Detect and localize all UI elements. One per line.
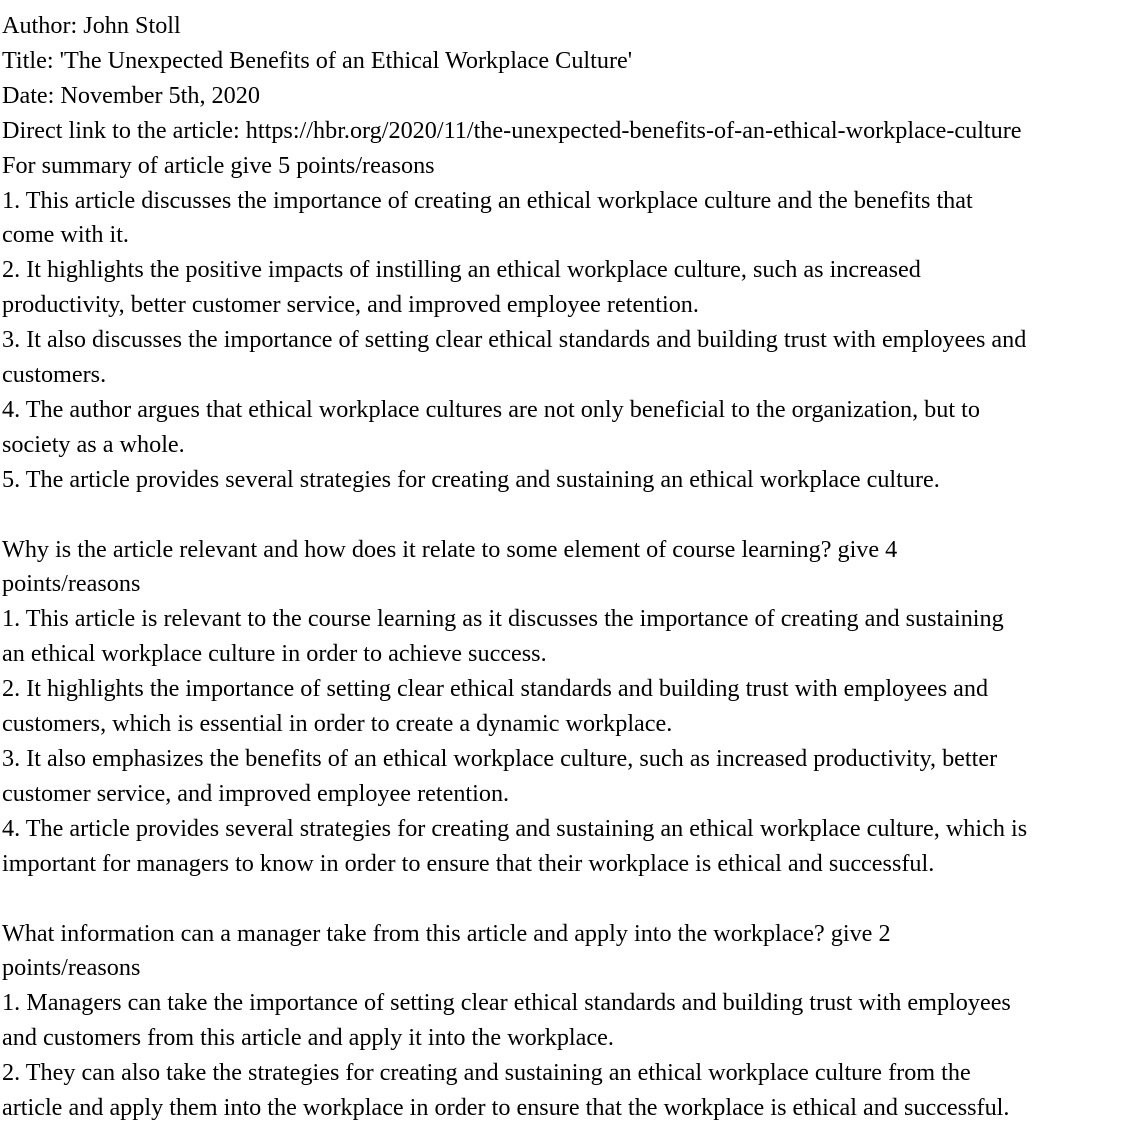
relevance-point-line: customers, which is essential in order to create a dynamic workplace. [2, 710, 673, 738]
relevance-point-line: 4. The article provides several strategies for creating and sustaining an ethical workplace culture, which is [2, 814, 1028, 842]
article-metadata [2, 9, 1136, 149]
relevance-point-line: an ethical workplace culture in order to achieve success. [2, 640, 547, 668]
application-prompt: What information can a manager take from this article and apply into the workplace? give 2 [2, 919, 891, 947]
summary-point [2, 323, 1136, 393]
relevance-point-line: 1. This article is relevant to the course learning as it discusses the importance of creating and sustaining [2, 605, 1004, 633]
application-section [2, 917, 1136, 1126]
relevance-point-line: 3. It also emphasizes the benefits of an ethical workplace culture, such as increased productivity, better [2, 745, 998, 773]
summary-point-line: 4. The author argues that ethical workplace cultures are not only beneficial to the organization, but to [2, 395, 980, 423]
relevance-section [2, 533, 1136, 882]
summary-point-line: customers. [2, 361, 107, 389]
relevance-point [2, 742, 1136, 812]
relevance-point-line: customer service, and improved employee retention. [2, 779, 510, 807]
summary-point-line: 1. This article discusses the importance of creating an ethical workplace culture and the benefits that [2, 186, 973, 214]
application-point-line: 2. They can also take the strategies for creating and sustaining an ethical workplace culture from the [2, 1059, 971, 1087]
relevance-prompt-continued: points/reasons [2, 570, 141, 598]
author-line: Author: John Stoll [2, 12, 181, 39]
paragraph-spacer [2, 882, 1136, 917]
article-link-line: Direct link to the article: https://hbr.org/2020/11/the-unexpected-benefits-of-an-ethical-workplace-culture [2, 116, 1022, 144]
application-point-line: and customers from this article and apply it into the workplace. [2, 1024, 614, 1052]
summary-point [2, 393, 1136, 463]
summary-point-line: 3. It also discusses the importance of setting clear ethical standards and building trust with employees and [2, 326, 1027, 354]
summary-point [2, 253, 1136, 323]
date-line: Date: November 5th, 2020 [2, 81, 260, 109]
application-prompt-continued: points/reasons [2, 954, 141, 982]
summary-prompt: For summary of article give 5 points/reasons [2, 151, 435, 179]
relevance-point [2, 672, 1136, 742]
application-point [2, 1056, 1136, 1126]
summary-point-line: 2. It highlights the positive impacts of instilling an ethical workplace culture, such as increased [2, 256, 921, 284]
relevance-point-line: 2. It highlights the importance of setting clear ethical standards and building trust with employees and [2, 675, 989, 703]
title-line: Title: 'The Unexpected Benefits of an Ethical Workplace Culture' [2, 46, 633, 74]
application-point-line: article and apply them into the workplace in order to ensure that the workplace is ethical and successful. [2, 1094, 1010, 1122]
summary-section [2, 149, 1136, 498]
relevance-point [2, 602, 1136, 672]
application-point-line: 1. Managers can take the importance of setting clear ethical standards and building trust with employees [2, 989, 1011, 1017]
relevance-point-line: important for managers to know in order to ensure that their workplace is ethical and successful. [2, 849, 935, 877]
summary-point [2, 184, 1136, 254]
summary-point-line: productivity, better customer service, and improved employee retention. [2, 291, 699, 319]
application-point [2, 986, 1136, 1056]
paragraph-spacer [2, 498, 1136, 533]
summary-point-line: society as a whole. [2, 430, 185, 458]
summary-point-line: come with it. [2, 221, 129, 249]
relevance-prompt: Why is the article relevant and how does it relate to some element of course learning? give 4 [2, 535, 898, 563]
summary-point-line: 5. The article provides several strategies for creating and sustaining an ethical workplace culture. [2, 465, 940, 493]
relevance-point [2, 812, 1136, 882]
summary-point [2, 463, 1136, 498]
